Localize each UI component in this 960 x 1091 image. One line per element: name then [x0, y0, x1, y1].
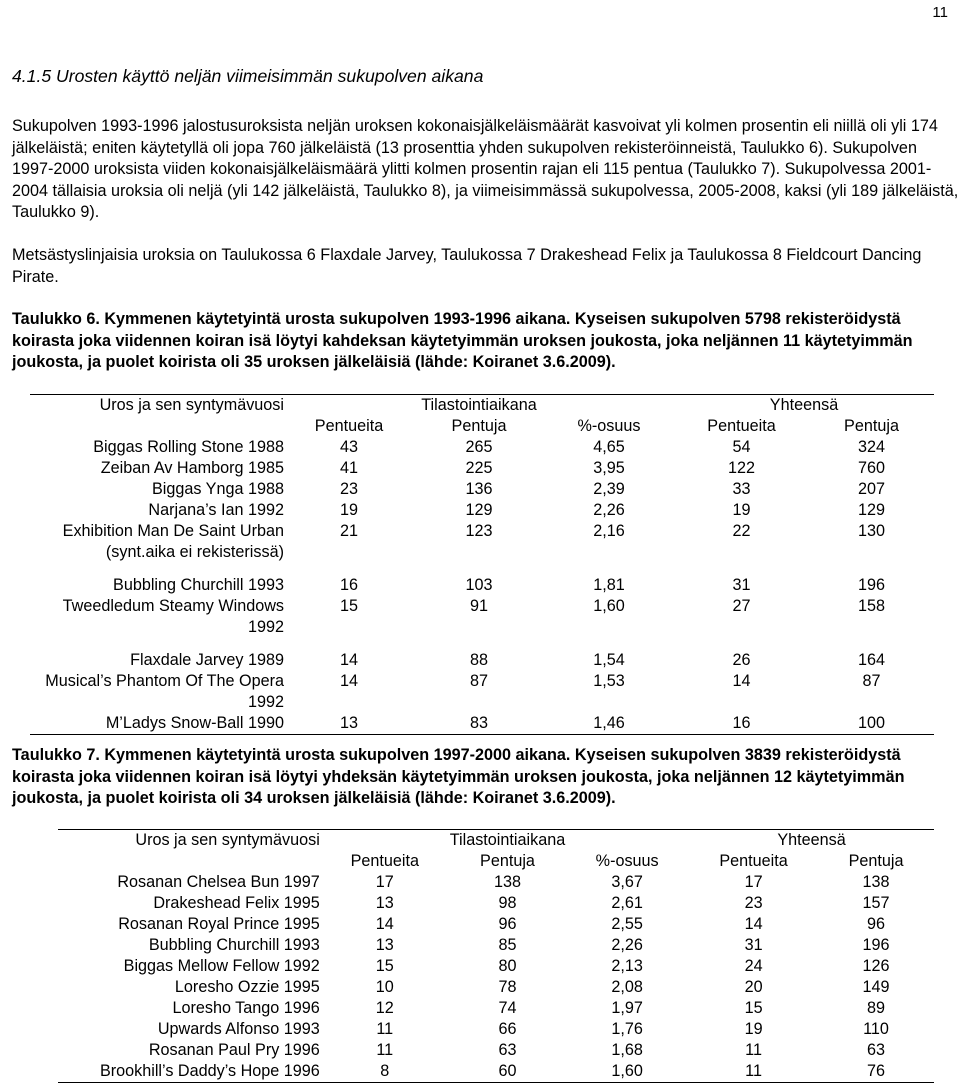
cell-puppies: 265 [465, 438, 493, 456]
table-row [30, 575, 934, 596]
cell-total-litters: 17 [744, 873, 763, 891]
table6-col-tot-litters: Pentueita [707, 417, 776, 435]
table6-subheader-row [30, 416, 934, 437]
cell-litters: 21 [339, 522, 358, 540]
cell-puppies: 123 [465, 522, 493, 540]
cell-sire-name: Bubbling Churchill 1993 [148, 936, 320, 954]
cell-total-puppies: 110 [863, 1020, 889, 1038]
cell-total-puppies: 164 [857, 651, 885, 669]
cell-pct: 4,65 [593, 438, 625, 456]
cell-total-puppies: 126 [862, 957, 890, 975]
cell-total-litters: 22 [732, 522, 751, 540]
cell-puppies: 83 [414, 713, 544, 735]
cell-total-litters: 54 [732, 438, 751, 456]
cell-pct: 2,13 [611, 957, 643, 975]
cell-litters: 13 [375, 894, 394, 912]
table7-col-puppies: Pentuja [480, 852, 535, 870]
cell-puppies: 98 [498, 894, 517, 912]
table-row [58, 1040, 934, 1061]
cell-total-puppies: 196 [857, 576, 885, 594]
cell-pct: 2,26 [611, 936, 643, 954]
cell-litters: 14 [339, 651, 358, 669]
table7 [58, 829, 934, 1083]
table-row [30, 596, 934, 638]
cell-puppies: 91 [469, 597, 488, 615]
cell-sire-name: Flaxdale Jarvey 1989 [130, 651, 284, 669]
row-spacer [30, 638, 934, 650]
cell-total-litters: 14 [732, 672, 751, 690]
cell-total-litters: 23 [744, 894, 763, 912]
table-row [30, 650, 934, 671]
cell-sire-name: Brookhill’s Daddy’s Hope 1996 [58, 1061, 320, 1083]
table7-col-tot-puppies: Pentuja [848, 852, 904, 870]
cell-sire-name: Tweedledum Steamy Windows 1992 [62, 597, 284, 636]
table7-header-sire: Uros ja sen syntymävuosi [58, 830, 320, 852]
cell-pct: 2,16 [593, 522, 625, 540]
cell-total-puppies: 76 [818, 1061, 934, 1083]
cell-litters: 14 [339, 672, 358, 690]
cell-litters: 15 [375, 957, 394, 975]
table-row [58, 998, 934, 1019]
cell-pct: 1,53 [593, 672, 625, 690]
table7-header-period: Tilastointiaikana [449, 831, 566, 849]
table6-col-tot-puppies: Pentuja [844, 417, 899, 435]
cell-sire-name: Rosanan Royal Prince 1995 [118, 915, 320, 933]
cell-total-litters: 15 [744, 999, 763, 1017]
cell-puppies: 78 [498, 978, 517, 996]
table-row [30, 521, 934, 563]
cell-sire-name: Loresho Ozzie 1995 [174, 978, 320, 996]
cell-total-litters: 27 [732, 597, 751, 615]
page-number: 11 [932, 4, 948, 21]
table-row [58, 935, 934, 956]
cell-sire-name: Rosanan Chelsea Bun 1997 [117, 873, 320, 891]
row-spacer [30, 563, 934, 575]
cell-puppies: 66 [498, 1020, 517, 1038]
cell-puppies: 60 [450, 1061, 565, 1083]
table-row [58, 893, 934, 914]
cell-litters: 23 [339, 480, 358, 498]
table-row [30, 713, 934, 735]
table6-col-puppies: Pentuja [451, 417, 507, 435]
cell-litters: 13 [375, 936, 394, 954]
paragraph-hunting-lines: Metsästyslinjaisia uroksia on Taulukossa 6 Flaxdale Jarvey, Taulukossa 7 Drakeshead Felix ja Taulukossa 8 Fieldcourt Dancing Pirate. [12, 246, 922, 286]
table-row [58, 872, 934, 893]
table6 [30, 394, 934, 735]
cell-pct: 3,67 [611, 873, 643, 891]
cell-pct: 2,55 [611, 915, 643, 933]
cell-total-puppies: 63 [867, 1041, 886, 1059]
cell-total-puppies: 196 [862, 936, 890, 954]
cell-pct: 2,39 [593, 480, 625, 498]
cell-sire-name: Loresho Tango 1996 [172, 999, 320, 1017]
table6-header-sire: Uros ja sen syntymävuosi [30, 395, 284, 417]
table7-col-pct: %-osuus [595, 852, 659, 870]
table7-body [58, 872, 934, 1083]
table7-header-total: Yhteensä [689, 830, 934, 852]
table6-col-litters: Pentueita [314, 417, 384, 435]
cell-total-puppies: 87 [862, 672, 881, 690]
cell-sire-name: Exhibition Man De Saint Urban (synt.aika ei rekisterissä) [62, 522, 284, 561]
cell-pct: 1,68 [611, 1041, 643, 1059]
table6-caption: Taulukko 6. Kymmenen käytetyintä urosta sukupolven 1993-1996 aikana. Kyseisen sukupolven 5798 rekisteröidystä koirasta joka viidennen koiran isä löytyi kahdeksan käytetyimmän uroksen joukosta, joka neljännen 11 käytetyimmän joukosta, ja puolet koirista oli 35 uroksen jälkeläisiä (lähde: Koiranet 3.6.2009). [12, 310, 913, 371]
table-row [58, 956, 934, 977]
cell-sire-name: Biggas Rolling Stone 1988 [93, 438, 284, 456]
cell-total-litters: 26 [732, 651, 751, 669]
table7-header-row [58, 830, 934, 852]
cell-total-puppies: 129 [857, 501, 885, 519]
cell-puppies: 88 [469, 651, 488, 669]
cell-pct: 3,95 [593, 459, 625, 477]
table-row [58, 1061, 934, 1083]
table-row [30, 458, 934, 479]
cell-total-puppies: 158 [857, 597, 885, 615]
cell-total-litters: 33 [732, 480, 751, 498]
cell-litters: 10 [375, 978, 394, 996]
cell-puppies: 129 [465, 501, 493, 519]
cell-litters: 8 [320, 1061, 450, 1083]
cell-total-litters: 19 [744, 1020, 763, 1038]
cell-puppies: 63 [498, 1041, 517, 1059]
table-row [30, 500, 934, 521]
table6-body [30, 437, 934, 735]
table7-subheader-row [58, 851, 934, 872]
cell-litters: 15 [339, 597, 358, 615]
cell-sire-name: Musical’s Phantom Of The Opera 1992 [45, 672, 284, 711]
cell-pct: 1,60 [593, 597, 625, 615]
cell-total-litters: 20 [744, 978, 763, 996]
cell-total-puppies: 138 [862, 873, 890, 891]
cell-total-puppies: 760 [857, 459, 885, 477]
cell-total-litters: 122 [727, 459, 755, 477]
cell-pct: 1,54 [593, 651, 625, 669]
section-heading: 4.1.5 Urosten käyttö neljän viimeisimmän sukupolven aikana [12, 66, 484, 86]
cell-puppies: 80 [498, 957, 517, 975]
cell-litters: 17 [375, 873, 394, 891]
cell-total-litters: 11 [745, 1041, 762, 1059]
table-row [30, 671, 934, 713]
table6-header-total: Yhteensä [674, 395, 934, 417]
cell-pct: 2,61 [611, 894, 643, 912]
cell-puppies: 85 [498, 936, 517, 954]
table-row [30, 479, 934, 500]
cell-litters: 12 [375, 999, 394, 1017]
cell-pct: 2,08 [611, 978, 643, 996]
cell-sire-name: Narjana’s Ian 1992 [148, 501, 284, 519]
table-row [58, 977, 934, 998]
cell-puppies: 136 [465, 480, 493, 498]
cell-total-puppies: 89 [867, 999, 886, 1017]
cell-total-litters: 16 [674, 713, 809, 735]
cell-sire-name: Biggas Mellow Fellow 1992 [123, 957, 320, 975]
cell-pct: 1,76 [611, 1020, 643, 1038]
cell-sire-name: Rosanan Paul Pry 1996 [148, 1041, 320, 1059]
cell-puppies: 225 [465, 459, 493, 477]
cell-pct: 1,46 [544, 713, 674, 735]
cell-total-puppies: 324 [857, 438, 885, 456]
cell-total-litters: 19 [732, 501, 751, 519]
cell-total-puppies: 149 [862, 978, 890, 996]
cell-litters: 16 [339, 576, 358, 594]
cell-litters: 19 [339, 501, 358, 519]
table7-col-tot-litters: Pentueita [719, 852, 788, 870]
table-row [30, 437, 934, 458]
cell-total-puppies: 130 [857, 522, 885, 540]
cell-sire-name: Drakeshead Felix 1995 [153, 894, 320, 912]
cell-puppies: 96 [498, 915, 517, 933]
cell-total-litters: 24 [744, 957, 763, 975]
table6-header-row [30, 395, 934, 417]
cell-pct: 1,81 [593, 576, 625, 594]
paragraph-generations: Sukupolven 1993-1996 jalostusuroksista neljän uroksen kokonaisjälkeläismäärät kasvoivat yli kolmen prosentin eli niillä oli yli 174 jälkeläistä; eniten käytetyllä oli jopa 760 jälkeläistä (13 prosenttia yhden sukupolven rekisteröinneistä, Taulukko 6). Sukupolven 1997-2000 uroksista viiden kokonaisjälkeläismäärä ylitti kolmen prosentin rajan eli 115 pentua (Taulukko 7). Sukupolvessa 2001-2004 tällaisia uroksia oli neljä (yli 142 jälkeläistä, Taulukko 8), ja viimeisimmässä sukupolvessa, 2005-2008, kaksi (yli 189 jälkeläistä, Taulukko 9). [12, 117, 959, 221]
table-row [58, 914, 934, 935]
cell-pct: 1,97 [611, 999, 643, 1017]
cell-sire-name: M’Ladys Snow-Ball 1990 [30, 713, 284, 735]
cell-total-puppies: 100 [809, 713, 934, 735]
table7-caption: Taulukko 7. Kymmenen käytetyintä urosta sukupolven 1997-2000 aikana. Kyseisen sukupolven 3839 rekisteröidystä koirasta joka viidennen koiran isä löytyi yhdeksän käytetyimmän uroksen joukosta, joka neljännen 12 käytetyimmän joukosta, ja puolet koirista oli 34 uroksen jälkeläisiä (lähde: Koiranet 3.6.2009). [12, 746, 905, 807]
cell-puppies: 74 [498, 999, 517, 1017]
cell-litters: 11 [376, 1041, 394, 1059]
cell-sire-name: Upwards Alfonso 1993 [157, 1020, 320, 1038]
cell-litters: 43 [339, 438, 358, 456]
cell-litters: 41 [339, 459, 358, 477]
table6-col-pct: %-osuus [577, 417, 641, 435]
cell-total-litters: 31 [744, 936, 763, 954]
cell-total-litters: 14 [744, 915, 763, 933]
cell-litters: 14 [375, 915, 394, 933]
cell-puppies: 87 [469, 672, 488, 690]
cell-puppies: 138 [493, 873, 521, 891]
cell-sire-name: Biggas Ynga 1988 [151, 480, 284, 498]
table-row [58, 1019, 934, 1040]
cell-total-puppies: 207 [857, 480, 885, 498]
cell-total-puppies: 157 [862, 894, 890, 912]
cell-litters: 11 [376, 1020, 394, 1038]
table7-col-litters: Pentueita [350, 852, 419, 870]
cell-total-litters: 31 [732, 576, 751, 594]
cell-total-litters: 11 [689, 1061, 818, 1083]
cell-pct: 2,26 [593, 501, 625, 519]
cell-sire-name: Bubbling Churchill 1993 [113, 576, 284, 594]
cell-total-puppies: 96 [867, 915, 886, 933]
table6-header-period: Tilastointiaikana [414, 395, 544, 417]
cell-sire-name: Zeiban Av Hamborg 1985 [100, 459, 284, 477]
cell-pct: 1,60 [565, 1061, 689, 1083]
cell-litters: 13 [284, 713, 414, 735]
cell-puppies: 103 [465, 576, 493, 594]
